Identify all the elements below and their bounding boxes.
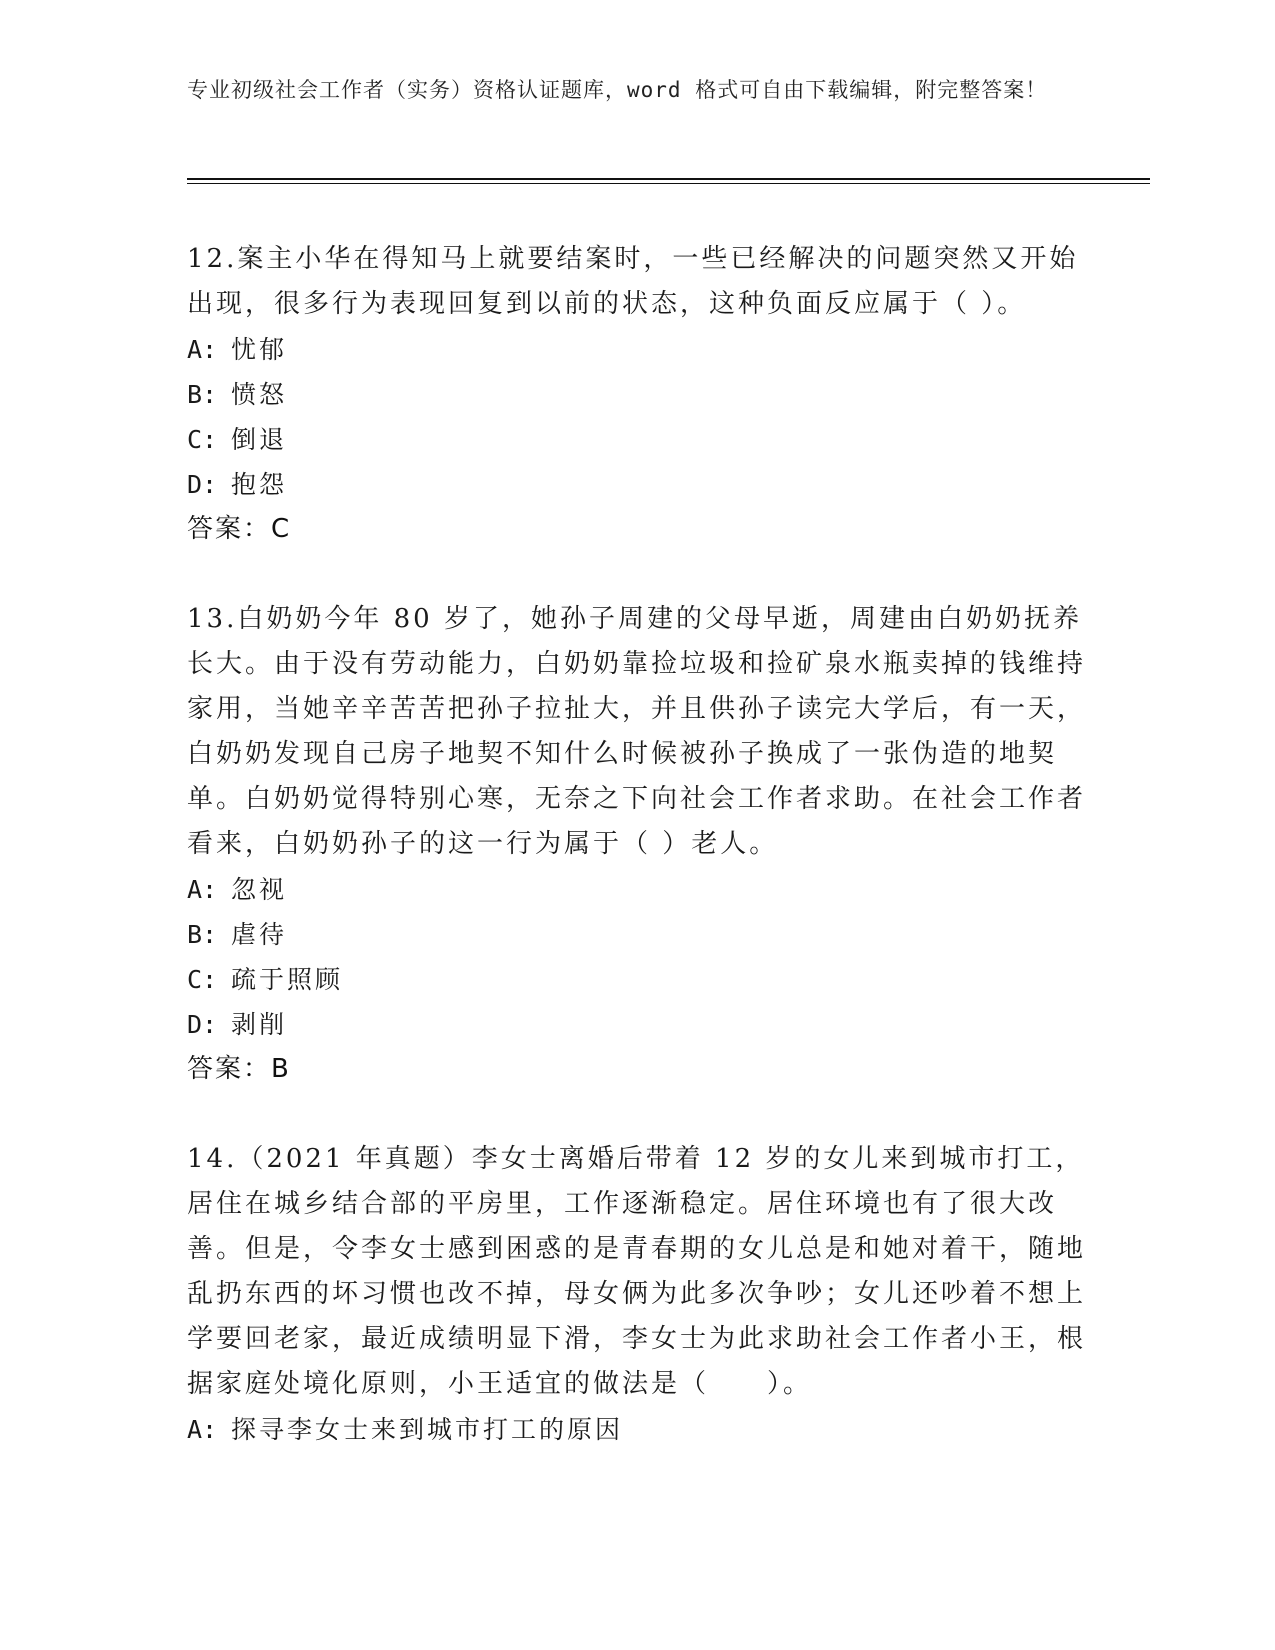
option-key: B:: [187, 380, 218, 409]
answer-line: 答案：C: [187, 514, 292, 544]
option-a: [187, 867, 1087, 912]
question-list: [187, 237, 1087, 1497]
option-b: [187, 372, 1087, 417]
option-key: A:: [187, 335, 218, 364]
option-text: 忧郁: [231, 335, 288, 364]
option-text: 忽视: [231, 875, 288, 904]
header-divider-thick: [187, 178, 1150, 180]
option-text: 倒退: [231, 425, 288, 454]
option-key: C:: [187, 425, 218, 454]
question-stem: 14.（2021 年真题）李女士离婚后带着 12 岁的女儿来到城市打工，居住在城乡结合部的平房里，工作逐渐稳定。居住环境也有了很大改善。但是，令李女士感到困惑的是青春期的女儿总是和她对着干，随地乱扔东西的坏习惯也改不掉，母女俩为此多次争吵；女儿还吵着不想上学要回老家，最近成绩明显下滑，李女士为此求助社会工作者小王，根据家庭处境化原则，小王适宜的做法是（ ）。: [187, 1144, 1087, 1399]
question-stem: 12.案主小华在得知马上就要结案时，一些已经解决的问题突然又开始出现，很多行为表现回复到以前的状态，这种负面反应属于（ ）。: [187, 244, 1079, 319]
option-text: 疏于照顾: [231, 965, 344, 994]
option-text: 虐待: [231, 920, 288, 949]
option-a: [187, 327, 1087, 372]
option-key: A:: [187, 1415, 218, 1444]
option-key: B:: [187, 920, 218, 949]
option-key: C:: [187, 965, 218, 994]
option-text: 抱怨: [231, 470, 288, 499]
question-13: [187, 597, 1087, 1092]
option-c: [187, 957, 1087, 1002]
answer-line: 答案：B: [187, 1054, 291, 1084]
option-text: 探寻李女士来到城市打工的原因: [231, 1415, 624, 1444]
option-d: [187, 1002, 1087, 1047]
option-key: A:: [187, 875, 218, 904]
option-text: 剥削: [231, 1010, 288, 1039]
document-header: 专业初级社会工作者（实务）资格认证题库，word 格式可自由下载编辑，附完整答案！: [187, 78, 1048, 102]
option-b: [187, 912, 1087, 957]
option-key: D:: [187, 470, 218, 499]
question-14: [187, 1137, 1087, 1452]
option-a: [187, 1407, 1087, 1452]
option-text: 愤怒: [231, 380, 288, 409]
option-d: [187, 462, 1087, 507]
header-divider-thin: [187, 183, 1150, 184]
option-c: [187, 417, 1087, 462]
option-key: D:: [187, 1010, 218, 1039]
question-12: [187, 237, 1087, 552]
question-stem: 13.白奶奶今年 80 岁了，她孙子周建的父母早逝，周建由白奶奶抚养长大。由于没有劳动能力，白奶奶靠捡垃圾和捡矿泉水瓶卖掉的钱维持家用，当她辛辛苦苦把孙子拉扯大，并且供孙子读完大学后，有一天，白奶奶发现自己房子地契不知什么时候被孙子换成了一张伪造的地契单。白奶奶觉得特别心寒，无奈之下向社会工作者求助。在社会工作者看来，白奶奶孙子的这一行为属于（ ）老人。: [187, 604, 1087, 859]
